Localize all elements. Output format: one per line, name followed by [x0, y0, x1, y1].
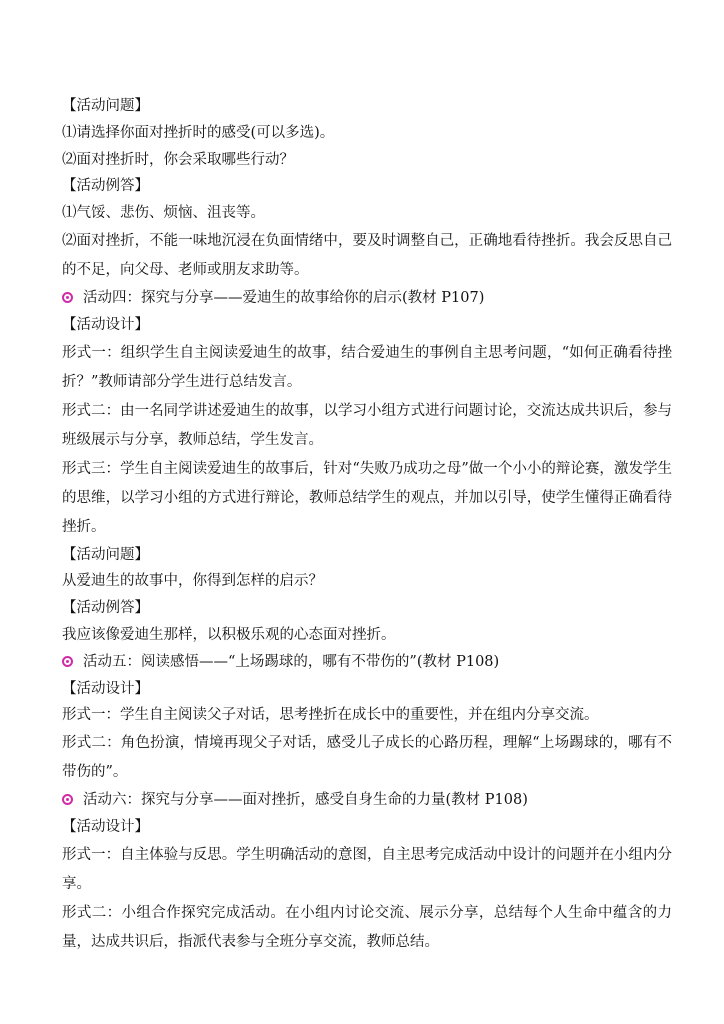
- design-paragraph: 形式一：自主体验与反思。学生明确活动的意图，自主思考完成活动中设计的问题并在小组内分享。: [62, 846, 672, 892]
- target-bullet-icon: [62, 794, 73, 805]
- design-paragraph: 形式二：由一名同学讲述爱迪生的故事，以学习小组方式进行问题讨论，交流达成共识后，参与班级展示与分享，教师总结，学生发言。: [62, 402, 672, 448]
- activity-heading: [62, 787, 672, 814]
- document-body: [62, 93, 672, 957]
- answer-paragraph: ⑵面对挫折，不能一味地沉浸在负面情绪中，要及时调整自己，正确地看待挫折。我会反思自己的不足，向父母、老师或朋友求助等。: [62, 232, 672, 278]
- answer-item: 我应该像爱迪生那样，以积极乐观的心态面对挫折。: [62, 626, 396, 643]
- section-heading: 【活动设计】: [62, 818, 149, 835]
- section-heading: 【活动设计】: [62, 316, 149, 333]
- design-line: 形式一：学生自主阅读父子对话，思考挫折在成长中的重要性，并在组内分享交流。: [62, 707, 599, 724]
- question-item: ⑵面对挫折时，你会采取哪些行动？: [62, 151, 294, 168]
- target-bullet-icon: [62, 656, 73, 667]
- section-heading: 【活动设计】: [62, 680, 149, 697]
- section-heading: 【活动例答】: [62, 600, 149, 617]
- target-bullet-icon: [62, 292, 73, 303]
- design-paragraph: 形式二：角色扮演，情境再现父子对话，感受儿子成长的心路历程，理解“上场踢球的，哪有不带伤的”。: [62, 735, 672, 781]
- activity-title: 活动四：探究与分享——爱迪生的故事给你的启示(教材 P107): [83, 289, 485, 306]
- activity-title: 活动五：阅读感悟——“上场踢球的，哪有不带伤的”(教材 P108): [83, 653, 500, 670]
- section-heading: 【活动问题】: [62, 546, 149, 563]
- activity-heading: [62, 285, 672, 312]
- design-paragraph: 形式一：组织学生自主阅读爱迪生的故事，结合爱迪生的事例自主思考问题，“如何正确看待挫折？”教师请部分学生进行总结发言。: [62, 344, 672, 390]
- section-heading: 【活动问题】: [62, 98, 149, 114]
- design-paragraph: 形式三：学生自主阅读爱迪生的故事后，针对“失败乃成功之母”做一个小小的辩论赛，激发学生的思维，以学习小组的方式进行辩论，教师总结学生的观点，并加以引导，使学生懂得正确看待挫折。: [62, 460, 672, 535]
- answer-item: ⑴气馁、悲伤、烦恼、沮丧等。: [62, 205, 265, 222]
- question-item: ⑴请选择你面对挫折时的感受(可以多选)。: [62, 124, 335, 141]
- design-paragraph: 形式二：小组合作探究完成活动。在小组内讨论交流、展示分享，总结每个人生命中蕴含的力量，达成共识后，指派代表参与全班分享交流，教师总结。: [62, 904, 672, 950]
- activity-title: 活动六：探究与分享——面对挫折，感受自身生命的力量(教材 P108): [83, 792, 528, 809]
- question-item: 从爱迪生的故事中，你得到怎样的启示？: [62, 573, 323, 590]
- activity-heading: [62, 649, 672, 676]
- section-heading: 【活动例答】: [62, 178, 149, 195]
